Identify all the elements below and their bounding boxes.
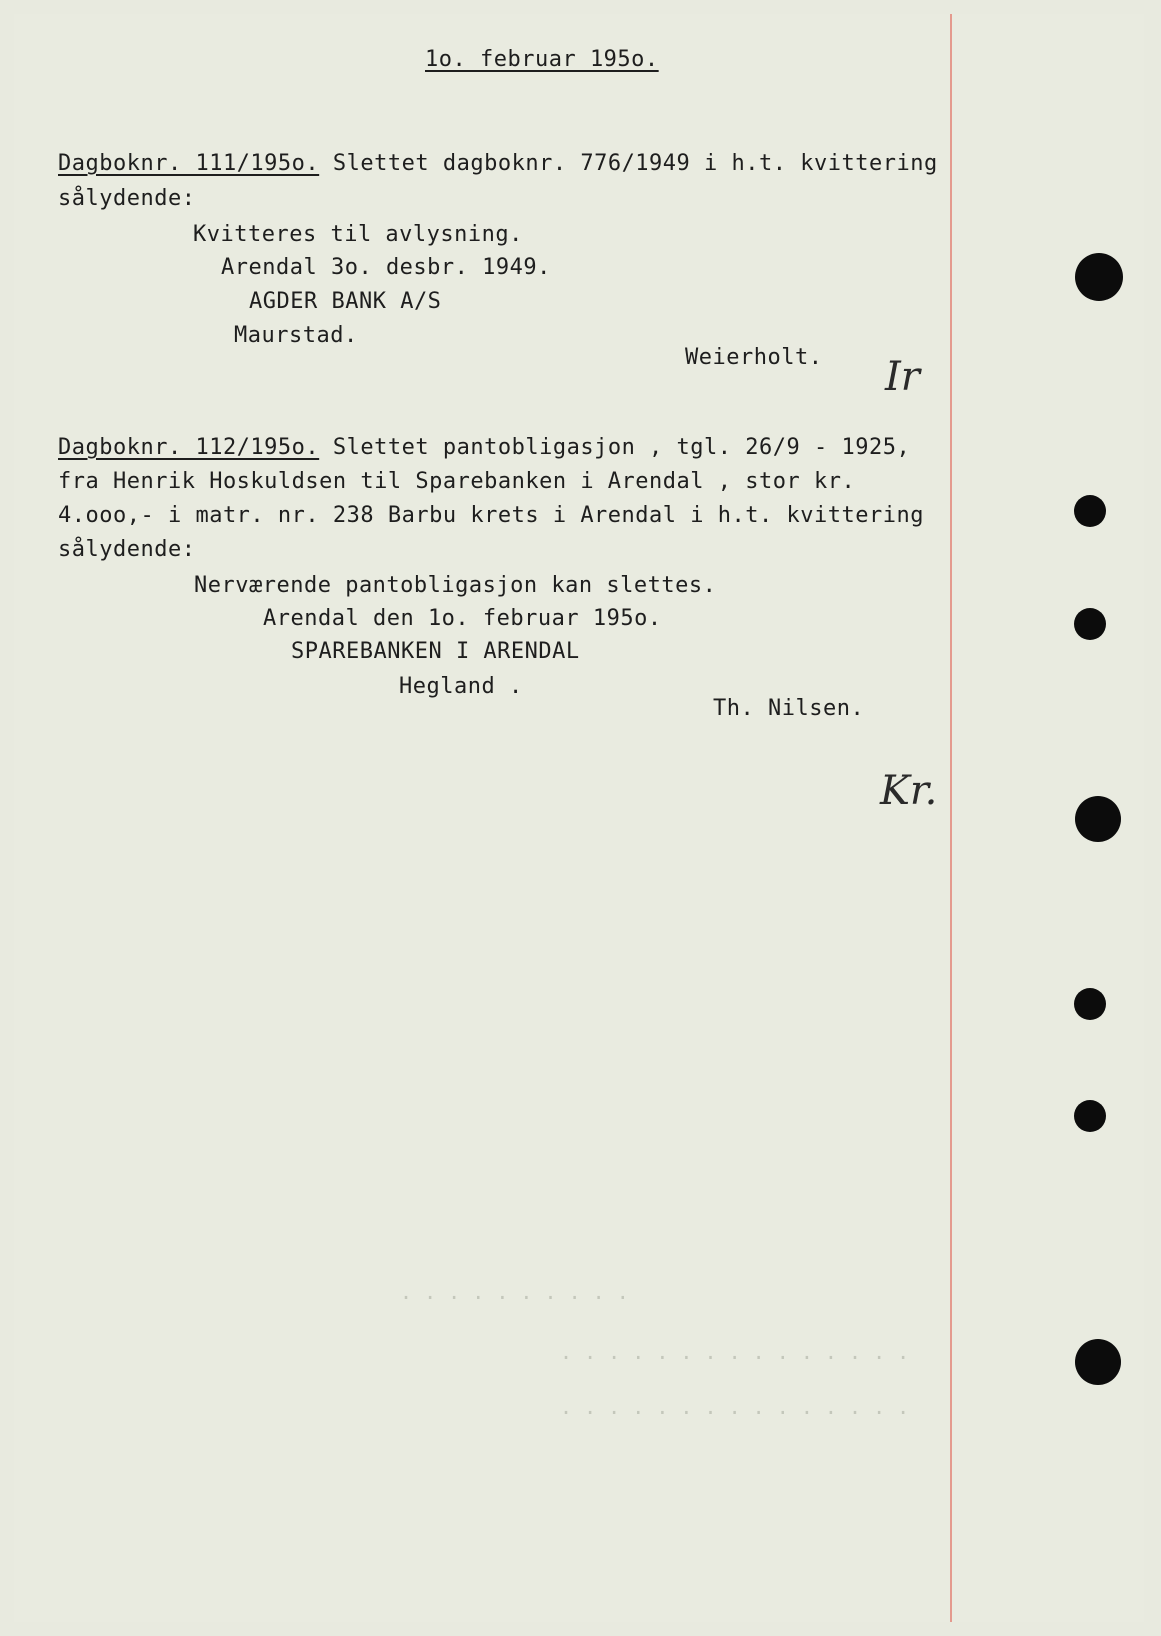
bleed-through-text: . . . . . . . . . . . . . . . xyxy=(560,1340,910,1364)
entry-2-receipt-line-2: Arendal den 1o. februar 195o. xyxy=(263,606,662,631)
entry-2-ref: Dagboknr. 112/195o. xyxy=(58,435,320,460)
entry-2-handwritten-initials: Kr. xyxy=(880,768,938,814)
binder-hole xyxy=(1075,253,1123,301)
entry-1-handwritten-initials: Ir xyxy=(885,354,920,400)
binder-hole xyxy=(1074,1100,1106,1132)
entry-2-receipt-line-3: SPAREBANKEN I ARENDAL xyxy=(291,639,580,664)
entry-1-line-2: sålydende: xyxy=(58,186,196,211)
binder-hole xyxy=(1074,608,1106,640)
entry-2-line-2: fra Henrik Hoskuldsen til Sparebanken i Arendal , stor kr. xyxy=(58,469,856,494)
date-header: 1o. februar 195o. xyxy=(425,47,659,72)
entry-1-receipt-line-1: Kvitteres til avlysning. xyxy=(193,222,523,247)
entry-2-line-3: 4.ooo,- i matr. nr. 238 Barbu krets i Arendal i h.t. kvittering xyxy=(58,503,924,528)
entry-1-signature: Weierholt. xyxy=(685,345,823,370)
binder-hole xyxy=(1074,988,1106,1020)
binder-hole xyxy=(1075,796,1121,842)
entry-2-line-4: sålydende: xyxy=(58,537,196,562)
entry-1-receipt-line-2: Arendal 3o. desbr. 1949. xyxy=(221,255,551,280)
bleed-through-text: . . . . . . . . . . xyxy=(400,1280,629,1304)
entry-1-line-1 xyxy=(58,150,938,178)
margin-line xyxy=(950,14,952,1622)
entry-1-receipt-line-3: AGDER BANK A/S xyxy=(249,289,442,314)
paper-sheet xyxy=(14,14,1144,1622)
entry-2-receipt-line-1: Nerværende pantobligasjon kan slettes. xyxy=(194,573,717,598)
entry-1-receipt-line-4: Maurstad. xyxy=(234,323,358,348)
entry-2-signature: Th. Nilsen. xyxy=(713,696,865,721)
entry-2-receipt-line-4: Hegland . xyxy=(399,674,523,699)
entry-1-text: Slettet dagboknr. 776/1949 i h.t. kvittering xyxy=(319,151,938,176)
binder-hole xyxy=(1075,1339,1121,1385)
entry-2-line-1 xyxy=(58,434,910,462)
bleed-through-text: . . . . . . . . . . . . . . . xyxy=(560,1395,910,1419)
entry-1-ref: Dagboknr. 111/195o. xyxy=(58,151,320,176)
entry-2-text: Slettet pantobligasjon , tgl. 26/9 - 1925, xyxy=(319,435,911,460)
binder-hole xyxy=(1074,495,1106,527)
